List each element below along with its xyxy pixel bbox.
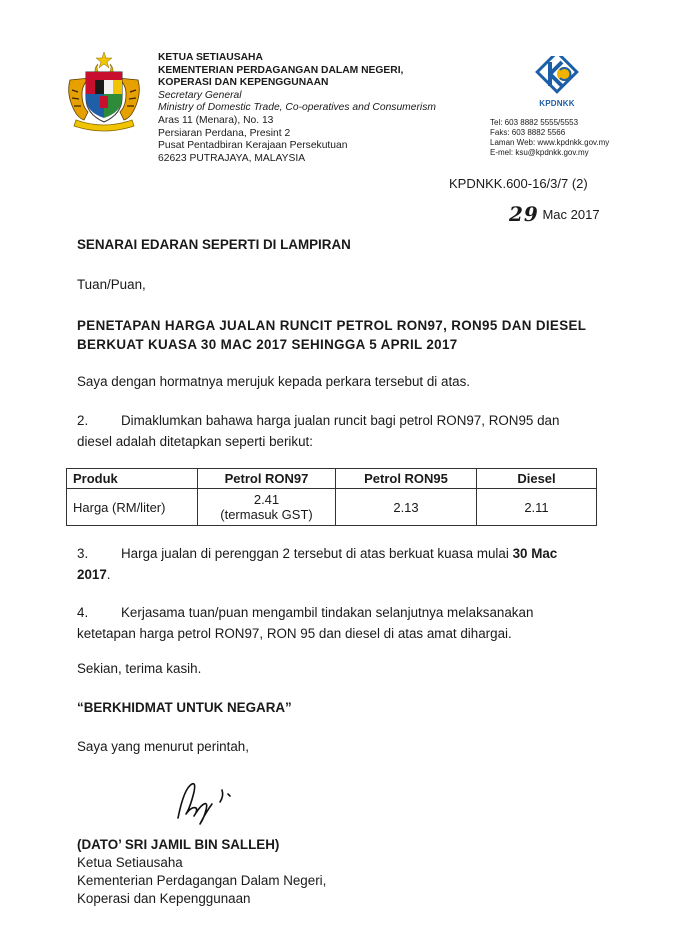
- logo-label: KPDNKK: [539, 99, 575, 108]
- subject-line: PENETAPAN HARGA JUALAN RUNCIT PETROL RON97, RON95 DAN DIESEL: [77, 318, 587, 333]
- address-line: 62623 PUTRAJAYA, MALAYSIA: [158, 152, 306, 164]
- subject: [77, 316, 602, 354]
- kpdnkk-logo: [528, 56, 586, 112]
- paragraph-text: Dimaklumkan bahawa harga jualan runcit bagi petrol RON97, RON95 dan: [121, 413, 560, 428]
- ministry-title-en-line: Ministry of Domestic Trade, Co-operatives and Consumerism: [158, 102, 436, 114]
- paragraph-3-line-2: [77, 564, 601, 585]
- signer-title-line: Kementerian Perdagangan Dalam Negeri,: [77, 873, 327, 888]
- effective-date-year: 2017: [77, 567, 107, 582]
- header-cell-ron97: Petrol RON97: [198, 469, 336, 489]
- ron97-note: (termasuk GST): [220, 507, 313, 522]
- motto: “BERKHIDMAT UNTUK NEGARA”: [77, 700, 292, 715]
- paragraph-2: [77, 410, 601, 452]
- address-line: Aras 11 (Menara), No. 13: [158, 114, 274, 126]
- paragraph-4-line-2: ketetapan harga petrol RON97, RON 95 dan diesel di atas amat dihargai.: [77, 626, 512, 641]
- price-table: [66, 468, 597, 526]
- contact-block: [490, 118, 609, 158]
- subject-line: BERKUAT KUASA 30 MAC 2017 SEHINGGA 5 APRIL 2017: [77, 337, 458, 352]
- signer-block: [77, 836, 326, 908]
- contact-line: Tel: 603 8882 5555/5553: [490, 118, 579, 127]
- ministry-title-line: KOPERASI DAN KEPENGGUNAAN: [158, 77, 329, 89]
- paragraph-4-line-1: [77, 602, 601, 623]
- contact-line: E-mel: ksu@kpdnkk.gov.my: [490, 148, 589, 157]
- paragraph-number: 4.: [77, 605, 89, 620]
- reference-number: KPDNKK.600-16/3/7 (2): [449, 176, 588, 191]
- effective-date-part: 30 Mac: [512, 546, 558, 561]
- contact-line: Faks: 603 8882 5566: [490, 128, 566, 137]
- intro-paragraph: Saya dengan hormatnya merujuk kepada perkara tersebut di atas.: [77, 374, 471, 389]
- signer-name: (DATO’ SRI JAMIL BIN SALLEH): [77, 837, 280, 852]
- address-line: Pusat Pentadbiran Kerajaan Persekutuan: [158, 140, 348, 152]
- paragraph-3: [77, 543, 601, 585]
- coat-of-arms-emblem: [62, 50, 146, 134]
- header-cell-diesel: Diesel: [477, 469, 597, 489]
- paragraph-number: 3.: [77, 546, 89, 561]
- paragraph-text: Kerjasama tuan/puan mengambil tindakan selanjutnya melaksanakan: [121, 605, 534, 620]
- letter-date: [509, 202, 600, 226]
- handwritten-signature: [170, 778, 242, 826]
- ron97-price-cell: [198, 489, 336, 526]
- header-cell-ron95: Petrol RON95: [336, 469, 477, 489]
- paragraph-2-line-2: diesel adalah ditetapkan seperti berikut:: [77, 434, 313, 449]
- ron95-price-cell: 2.13: [336, 489, 477, 526]
- ministry-title-en-line: Secretary General: [158, 89, 242, 101]
- sign-off: Saya yang menurut perintah,: [77, 739, 249, 754]
- signer-title-line: Koperasi dan Kepenggunaan: [77, 891, 251, 906]
- paragraph-punctuation: .: [106, 567, 111, 582]
- row-label-cell: Harga (RM/liter): [67, 489, 198, 526]
- contact-line: Laman Web: www.kpdnkk.gov.my: [490, 138, 610, 147]
- date-day-handwritten: 29: [509, 202, 539, 226]
- date-month-year: Mac 2017: [542, 207, 600, 222]
- price-table-header-row: [67, 469, 597, 489]
- paragraph-3-line-1: [77, 543, 601, 564]
- salutation: Tuan/Puan,: [77, 277, 146, 292]
- recipient-line: SENARAI EDARAN SEPERTI DI LAMPIRAN: [77, 237, 351, 252]
- paragraph-number: 2.: [77, 413, 89, 428]
- ron97-price: 2.41: [253, 492, 280, 507]
- paragraph-text: Harga jualan di perenggan 2 tersebut di atas berkuat kuasa mulai: [121, 546, 509, 561]
- signer-title-line: Ketua Setiausaha: [77, 855, 183, 870]
- ministry-title-line: KEMENTERIAN PERDAGANGAN DALAM NEGERI,: [158, 64, 404, 76]
- price-table-row: [67, 489, 597, 526]
- kpdnkk-logo-mark: [528, 56, 586, 100]
- ministry-title-line: KETUA SETIAUSAHA: [158, 52, 263, 63]
- paragraph-2-line-1: [77, 410, 601, 431]
- header-cell-produk: Produk: [67, 469, 198, 489]
- diesel-price-cell: 2.11: [477, 489, 597, 526]
- closing-line: Sekian, terima kasih.: [77, 661, 202, 676]
- letterhead: [158, 52, 436, 165]
- paragraph-4: [77, 602, 601, 644]
- address-line: Persiaran Perdana, Presint 2: [158, 127, 291, 139]
